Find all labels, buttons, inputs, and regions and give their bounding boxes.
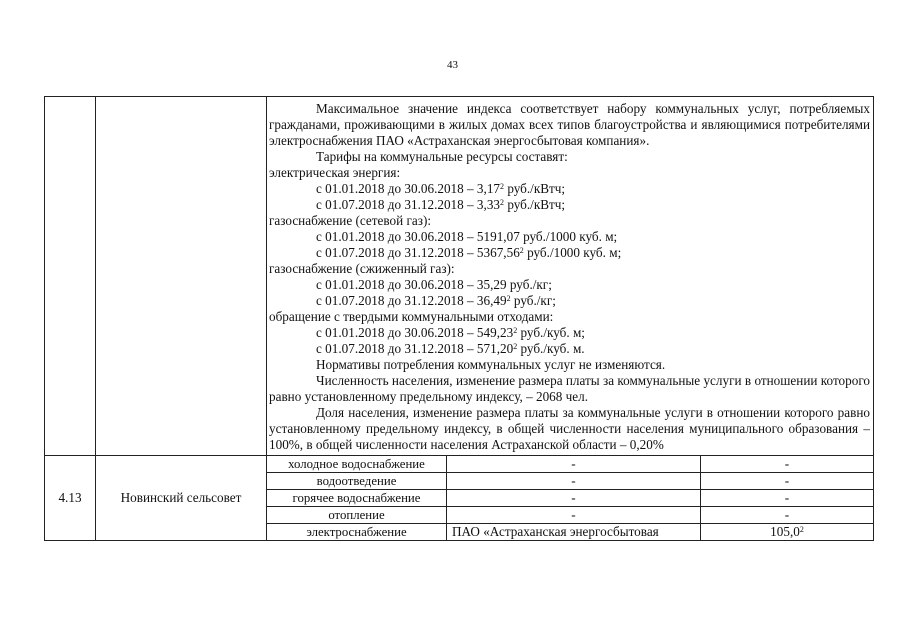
service-name: водоотведение [267, 473, 447, 490]
index-value-cell: - [701, 507, 874, 524]
table-row-text [45, 97, 874, 456]
index-value-cell: - [701, 456, 874, 473]
tariff-line: с 01.07.2018 до 31.12.2018 – 5367,56$^2$ руб./1000 куб. м; [316, 245, 622, 260]
service-name: отопление [267, 507, 447, 524]
paragraph-tariffs-intro: Тарифы на коммунальные ресурсы составят: [316, 149, 568, 164]
municipality-name: Новинский сельсовет [96, 456, 267, 541]
index-value-cell: - [701, 473, 874, 490]
tariff-line: с 01.01.2018 до 30.06.2018 – 5191,07 руб./1000 куб. м; [316, 229, 618, 244]
tariff-line: с 01.07.2018 до 31.12.2018 – 571,20$^2$ руб./куб. м. [316, 341, 585, 356]
service-name: холодное водоснабжение [267, 456, 447, 473]
tariff-line: с 01.01.2018 до 30.06.2018 – 549,23$^2$ руб./куб. м; [316, 325, 585, 340]
index-value-cell: 105,0$^2$ [701, 524, 874, 541]
description-cell [267, 97, 874, 456]
cell-name-empty [96, 97, 267, 456]
paragraph-population: Численность населения, изменение размера платы за коммунальные услуги в отношении которого равно установленному предельному индексу, – 2068 чел. [269, 373, 870, 404]
provider-cell: - [447, 490, 701, 507]
provider-cell: - [447, 473, 701, 490]
provider-cell: - [447, 456, 701, 473]
paragraph-norms: Нормативы потребления коммунальных услуг не изменяются. [316, 357, 666, 372]
cell-number-empty [45, 97, 96, 456]
paragraph-population-share: Доля населения, изменение размера платы за коммунальные услуги в отношении которого равно установленному предельному индексу, в общей численности населения муниципального образования – 100%, в общей численности населения Астраханской области – 0,20% [269, 405, 870, 452]
tariff-line: с 01.01.2018 до 30.06.2018 – 3,17$^2$ руб./кВтч; [316, 181, 566, 196]
paragraph-max-index: Максимальное значение индекса соответствует набору коммунальных услуг, потребляемых гражданами, проживающими в жилых домах всех типов благоустройства и являющимися потребителями электроснабжения ПАО «Астраханская энергосбытовая компания». [269, 101, 870, 148]
service-name: электроснабжение [267, 524, 447, 541]
category-gas-network: газоснабжение (сетевой газ): [269, 213, 432, 228]
table-row-service [45, 456, 874, 473]
provider-cell: ПАО «Астраханская энергосбытовая [447, 524, 701, 541]
page-number: 43 [447, 59, 458, 71]
service-name: горячее водоснабжение [267, 490, 447, 507]
tariff-line: с 01.01.2018 до 30.06.2018 – 35,29 руб./кг; [316, 277, 552, 292]
tariff-table [44, 96, 874, 541]
provider-cell: - [447, 507, 701, 524]
category-gas-liquefied: газоснабжение (сжиженный газ): [269, 261, 455, 276]
tariff-line: с 01.07.2018 до 31.12.2018 – 3,33$^2$ руб./кВтч; [316, 197, 566, 212]
category-electric: электрическая энергия: [269, 165, 401, 180]
row-number: 4.13 [45, 456, 96, 541]
tariff-line: с 01.07.2018 до 31.12.2018 – 36,49$^2$ руб./кг; [316, 293, 556, 308]
category-waste: обращение с твердыми коммунальными отходами: [269, 309, 554, 324]
index-value-cell: - [701, 490, 874, 507]
